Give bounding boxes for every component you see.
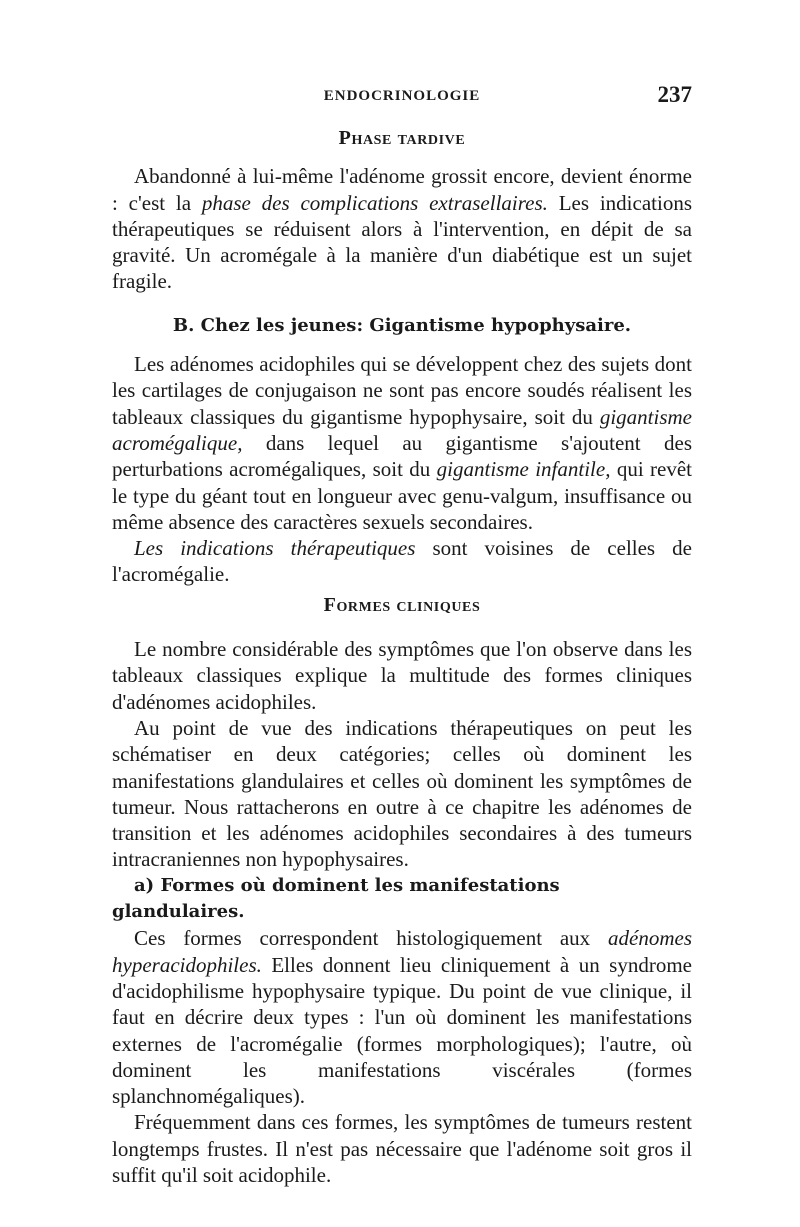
paragraph-indications — [112, 535, 692, 588]
text-run: sont voisines de celles de l'acromégalie. — [112, 536, 692, 587]
italic-run: Les indications thérapeutiques — [134, 536, 416, 561]
italic-run: gigantisme acromégalique, — [112, 404, 692, 455]
text-run: Elles donnent lieu cliniquement à un syndrome d'acidophilisme hypophysaire typique. Du point de vue clinique, il faut en décrire deux types : l'un où dominent les manifestations externes de l'acromégalie (formes morphologiques); l'autre, où dominent les manifestations viscérales (formes splanchnomégaliques). — [112, 952, 692, 1109]
text-run: Les indications thérapeutiques se réduisent alors à l'intervention, en dépit de sa gravité. Un acromégale à la manière d'un diabétique est un sujet fragile. — [112, 190, 692, 294]
body-text — [112, 125, 692, 1188]
italic-run: phase des complications extrasellaires. — [201, 190, 548, 215]
heading-formes-cliniques: Formes cliniques — [323, 593, 481, 616]
text-run: Les adénomes acidophiles qui se développent chez des sujets dont les cartilages de conjugaison ne sont pas encore soudés réalisent les tableaux classiques du gigantisme hypophysaire, soit du — [112, 352, 692, 429]
italic-run: adénomes hyperacidophiles. — [112, 926, 692, 977]
paragraph-nombre-symptomes: Le nombre considérable des symptômes que l'on observe dans les tableaux classiques explique la multitude des formes cliniques d'adénomes acidophiles. — [112, 637, 692, 714]
italic-run: gigantisme infantile, — [436, 457, 611, 482]
running-head-title: ENDOCRINOLOGIE — [323, 88, 481, 104]
text-run: dans lequel au gigantisme s'ajoutent des perturbations acromégaliques, soit du — [112, 430, 692, 482]
paragraph-phase-tardive — [112, 163, 692, 294]
paragraph-gigantisme — [112, 351, 692, 535]
heading-section-b: B. Chez les jeunes: Gigantisme hypophysaire. — [172, 314, 632, 336]
text-run: Abandonné à lui-même l'adénome grossit encore, devient énorme : c'est la — [112, 164, 692, 215]
text-run: qui revêt le type du géant tout en longueur avec genu-valgum, insuffisance ou même absence des caractères sexuels secondaires. — [112, 457, 693, 534]
text-run: Ces formes correspondent histologiquement aux — [134, 926, 609, 951]
paragraph-point-de-vue: Au point de vue des indications thérapeutiques on peut les schématiser en deux catégories; celles où dominent les manifestations glandulaires et celles où dominent les symptômes de tumeur. Nous rattacherons en outre à ce chapitre les adénomes de transition et les adénomes acidophiles secondaires à des tumeurs intracraniennes non hypophysaires. — [112, 715, 692, 872]
page-number: 237 — [657, 82, 692, 107]
subheading-formes-glandulaires: a) Formes où dominent les manifestations glandulaires. — [112, 874, 560, 923]
running-head — [112, 84, 692, 114]
paragraph-frequemment: Fréquemment dans ces formes, les symptômes de tumeurs restent longtemps frustes. Il n'est pas nécessaire que l'adénome soit gros il suffit qu'il soit acidophile. — [112, 1110, 692, 1187]
paragraph-adenomes-hyperacidophiles — [112, 925, 692, 1109]
heading-phase-tardive: Phase tardive — [338, 127, 466, 149]
